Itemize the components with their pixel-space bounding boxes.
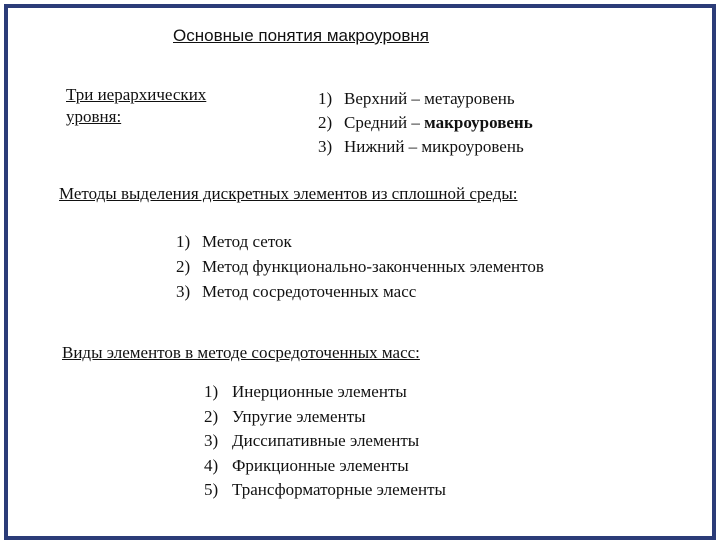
list-item: [318, 111, 533, 135]
element-types-list: [204, 380, 446, 503]
list-item: [318, 87, 533, 111]
item-number: 2): [176, 257, 191, 276]
item-text: Нижний – микроуровень: [344, 137, 524, 156]
item-text: Метод сосредоточенных масс: [202, 282, 417, 301]
item-text: Метод функционально-законченных элементов: [202, 257, 544, 276]
levels-label: Три иерархических уровня:: [66, 85, 207, 126]
item-text: Упругие элементы: [232, 406, 366, 426]
list-item: [318, 135, 533, 159]
item-number: 1): [204, 382, 219, 401]
item-number: 3): [318, 137, 333, 156]
list-item: [176, 254, 544, 279]
item-text: Средний –: [344, 113, 425, 132]
list-item: [204, 478, 446, 503]
list-item: [176, 279, 544, 304]
element-types-heading: Виды элементов в методе сосредоточенных масс:: [62, 343, 420, 362]
item-text: Метод сеток: [202, 232, 292, 251]
list-item: [204, 454, 446, 479]
item-text: Трансформаторные элементы: [232, 480, 446, 499]
item-text: Диссипативные элементы: [232, 431, 420, 450]
item-number: 4): [204, 455, 219, 475]
item-text: Верхний – метауровень: [344, 89, 515, 108]
item-text-bold: макроуровень: [424, 113, 533, 132]
item-number: 5): [204, 480, 219, 499]
slide-title: Основные понятия макроуровня: [173, 26, 429, 45]
item-text: Инерционные элементы: [232, 382, 407, 401]
item-number: 3): [176, 282, 191, 301]
item-number: 1): [318, 89, 333, 108]
item-number: 2): [204, 406, 219, 426]
levels-list: [318, 87, 533, 159]
item-number: 1): [176, 232, 191, 251]
list-item: [204, 380, 446, 405]
item-number: 2): [318, 113, 333, 132]
list-item: [204, 405, 446, 430]
item-text: Фрикционные элементы: [232, 455, 409, 475]
list-item: [176, 229, 544, 254]
item-number: 3): [204, 431, 219, 450]
list-item: [204, 429, 446, 454]
methods-heading: Методы выделения дискретных элементов из сплошной среды:: [59, 184, 518, 203]
methods-list: [176, 229, 544, 304]
